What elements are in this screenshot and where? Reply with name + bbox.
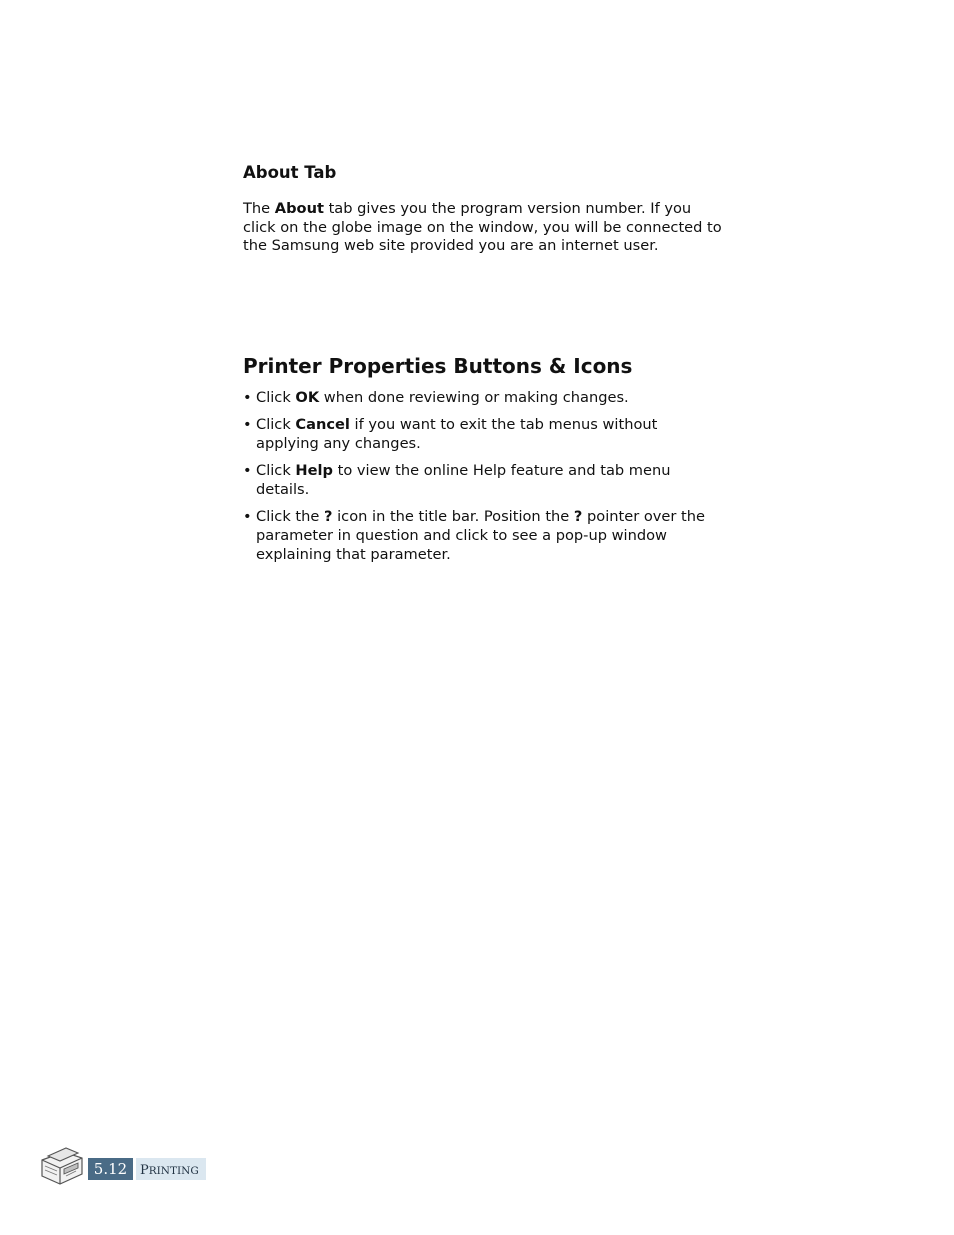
bullet: • <box>243 416 252 433</box>
list-item: • Click Help to view the online Help feature and tab menu details. <box>243 462 671 498</box>
page-number: 5.12 <box>88 1158 133 1180</box>
about-bold: About <box>274 200 324 217</box>
list-item: • Click Cancel if you want to exit the tab menus without applying any changes. <box>243 416 658 452</box>
bullet: • <box>243 389 252 406</box>
about-tab-paragraph: The About tab gives you the program version number. If you click on the globe image on the window, you will be connected to the Samsung web site provided you are an internet user. <box>243 200 722 254</box>
bullet: • <box>243 462 252 479</box>
list-item: • Click the ? icon in the title bar. Position the ? pointer over the parameter in question and click to see a pop-up window explaining that parameter. <box>243 508 705 563</box>
printer-icon <box>38 1142 86 1188</box>
buttons-icons-list <box>243 388 723 572</box>
section-name: PRINTING <box>136 1158 206 1180</box>
list-item: • Click OK when done reviewing or making changes. <box>243 389 629 406</box>
buttons-icons-heading: Printer Properties Buttons & Icons <box>243 354 633 378</box>
about-tab-heading: About Tab <box>243 163 337 182</box>
page-footer <box>38 1142 238 1188</box>
bullet: • <box>243 508 252 525</box>
